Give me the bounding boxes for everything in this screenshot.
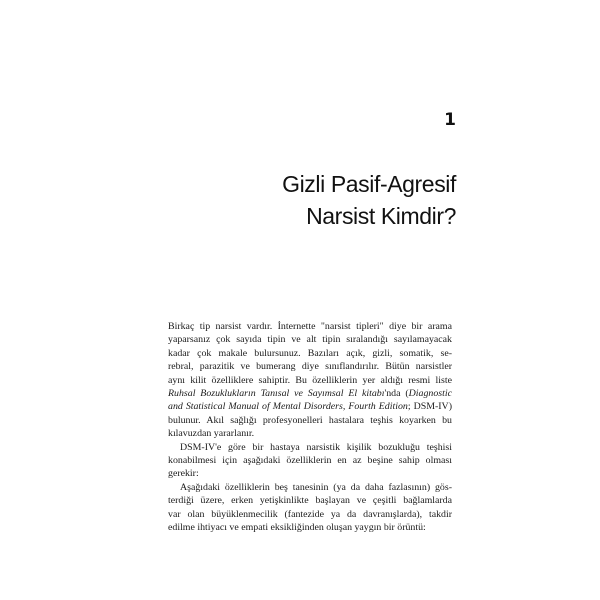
text-fragment: 'nda ( [384, 388, 409, 400]
paragraph-3 [168, 481, 452, 535]
text-line: edilme ihtiyacı ve empati eksikliğinden oluşan yaygın bir örüntü: [168, 522, 426, 534]
body-text [168, 320, 452, 535]
chapter-title-line-2: Narsist Kimdir? [306, 203, 456, 229]
text-line: DSM-IV'e göre bir hastaya narsistik kişilik bozukluğu teşhisi [180, 441, 452, 453]
text-line: gerekir: [168, 468, 199, 480]
book-title-english-start: Diagnostic [408, 388, 453, 400]
text-line: Birkaç tip narsist vardır. İnternette "narsist tipleri" diye bir arama [168, 321, 452, 332]
text-line: var olan büyüklenmecilik (fantezide ya da davranışlarda), takdir [168, 508, 452, 520]
chapter-number: 1 [444, 110, 456, 130]
text-line: Aşağıdaki özelliklerin beş tanesinin (ya da daha fazlasının) gös- [180, 481, 452, 493]
text-line: konabilmesi için aşağıdaki özelliklerin en az beşine sahip olması [168, 455, 452, 467]
paragraph-1 [168, 320, 452, 441]
chapter-title-line-1: Gizli Pasif-Agresif [282, 171, 456, 197]
book-title-english: and Statistical Manual of Mental Disorders, Fourth Edition [168, 401, 408, 413]
text-line: yaparsanız çok sayıda tipin ve alt tipin sıralandığı sayılamayacak [168, 334, 452, 346]
text-line: terdiği üzere, erken yetişkinlikte başlayan ve çeşitli bağlamlarda [168, 495, 452, 507]
chapter-title [180, 168, 456, 232]
text-line: bulunur. Akıl sağlığı profesyonelleri hastalara teşhis koyarken bu [168, 414, 452, 426]
book-title-turkish: Ruhsal Bozuklukların Tanısal ve Sayımsal El kitabı [168, 388, 385, 400]
text-line [168, 387, 452, 400]
text-line: rebral, parazitik ve bumerang diye sınıflandırılır. Bütün narsistler [168, 361, 452, 373]
paragraph-2 [168, 441, 452, 481]
text-line [168, 400, 452, 413]
text-line: aynı kilit özelliklere sahiptir. Bu özelliklerin yer aldığı resmi liste [168, 374, 452, 386]
text-line: kılavuzdan yararlanır. [168, 428, 255, 440]
text-fragment: ; DSM-IV) [407, 401, 452, 413]
text-line: kadar çok makale bulursunuz. Bazıları açık, gizli, somatik, se- [168, 347, 452, 359]
